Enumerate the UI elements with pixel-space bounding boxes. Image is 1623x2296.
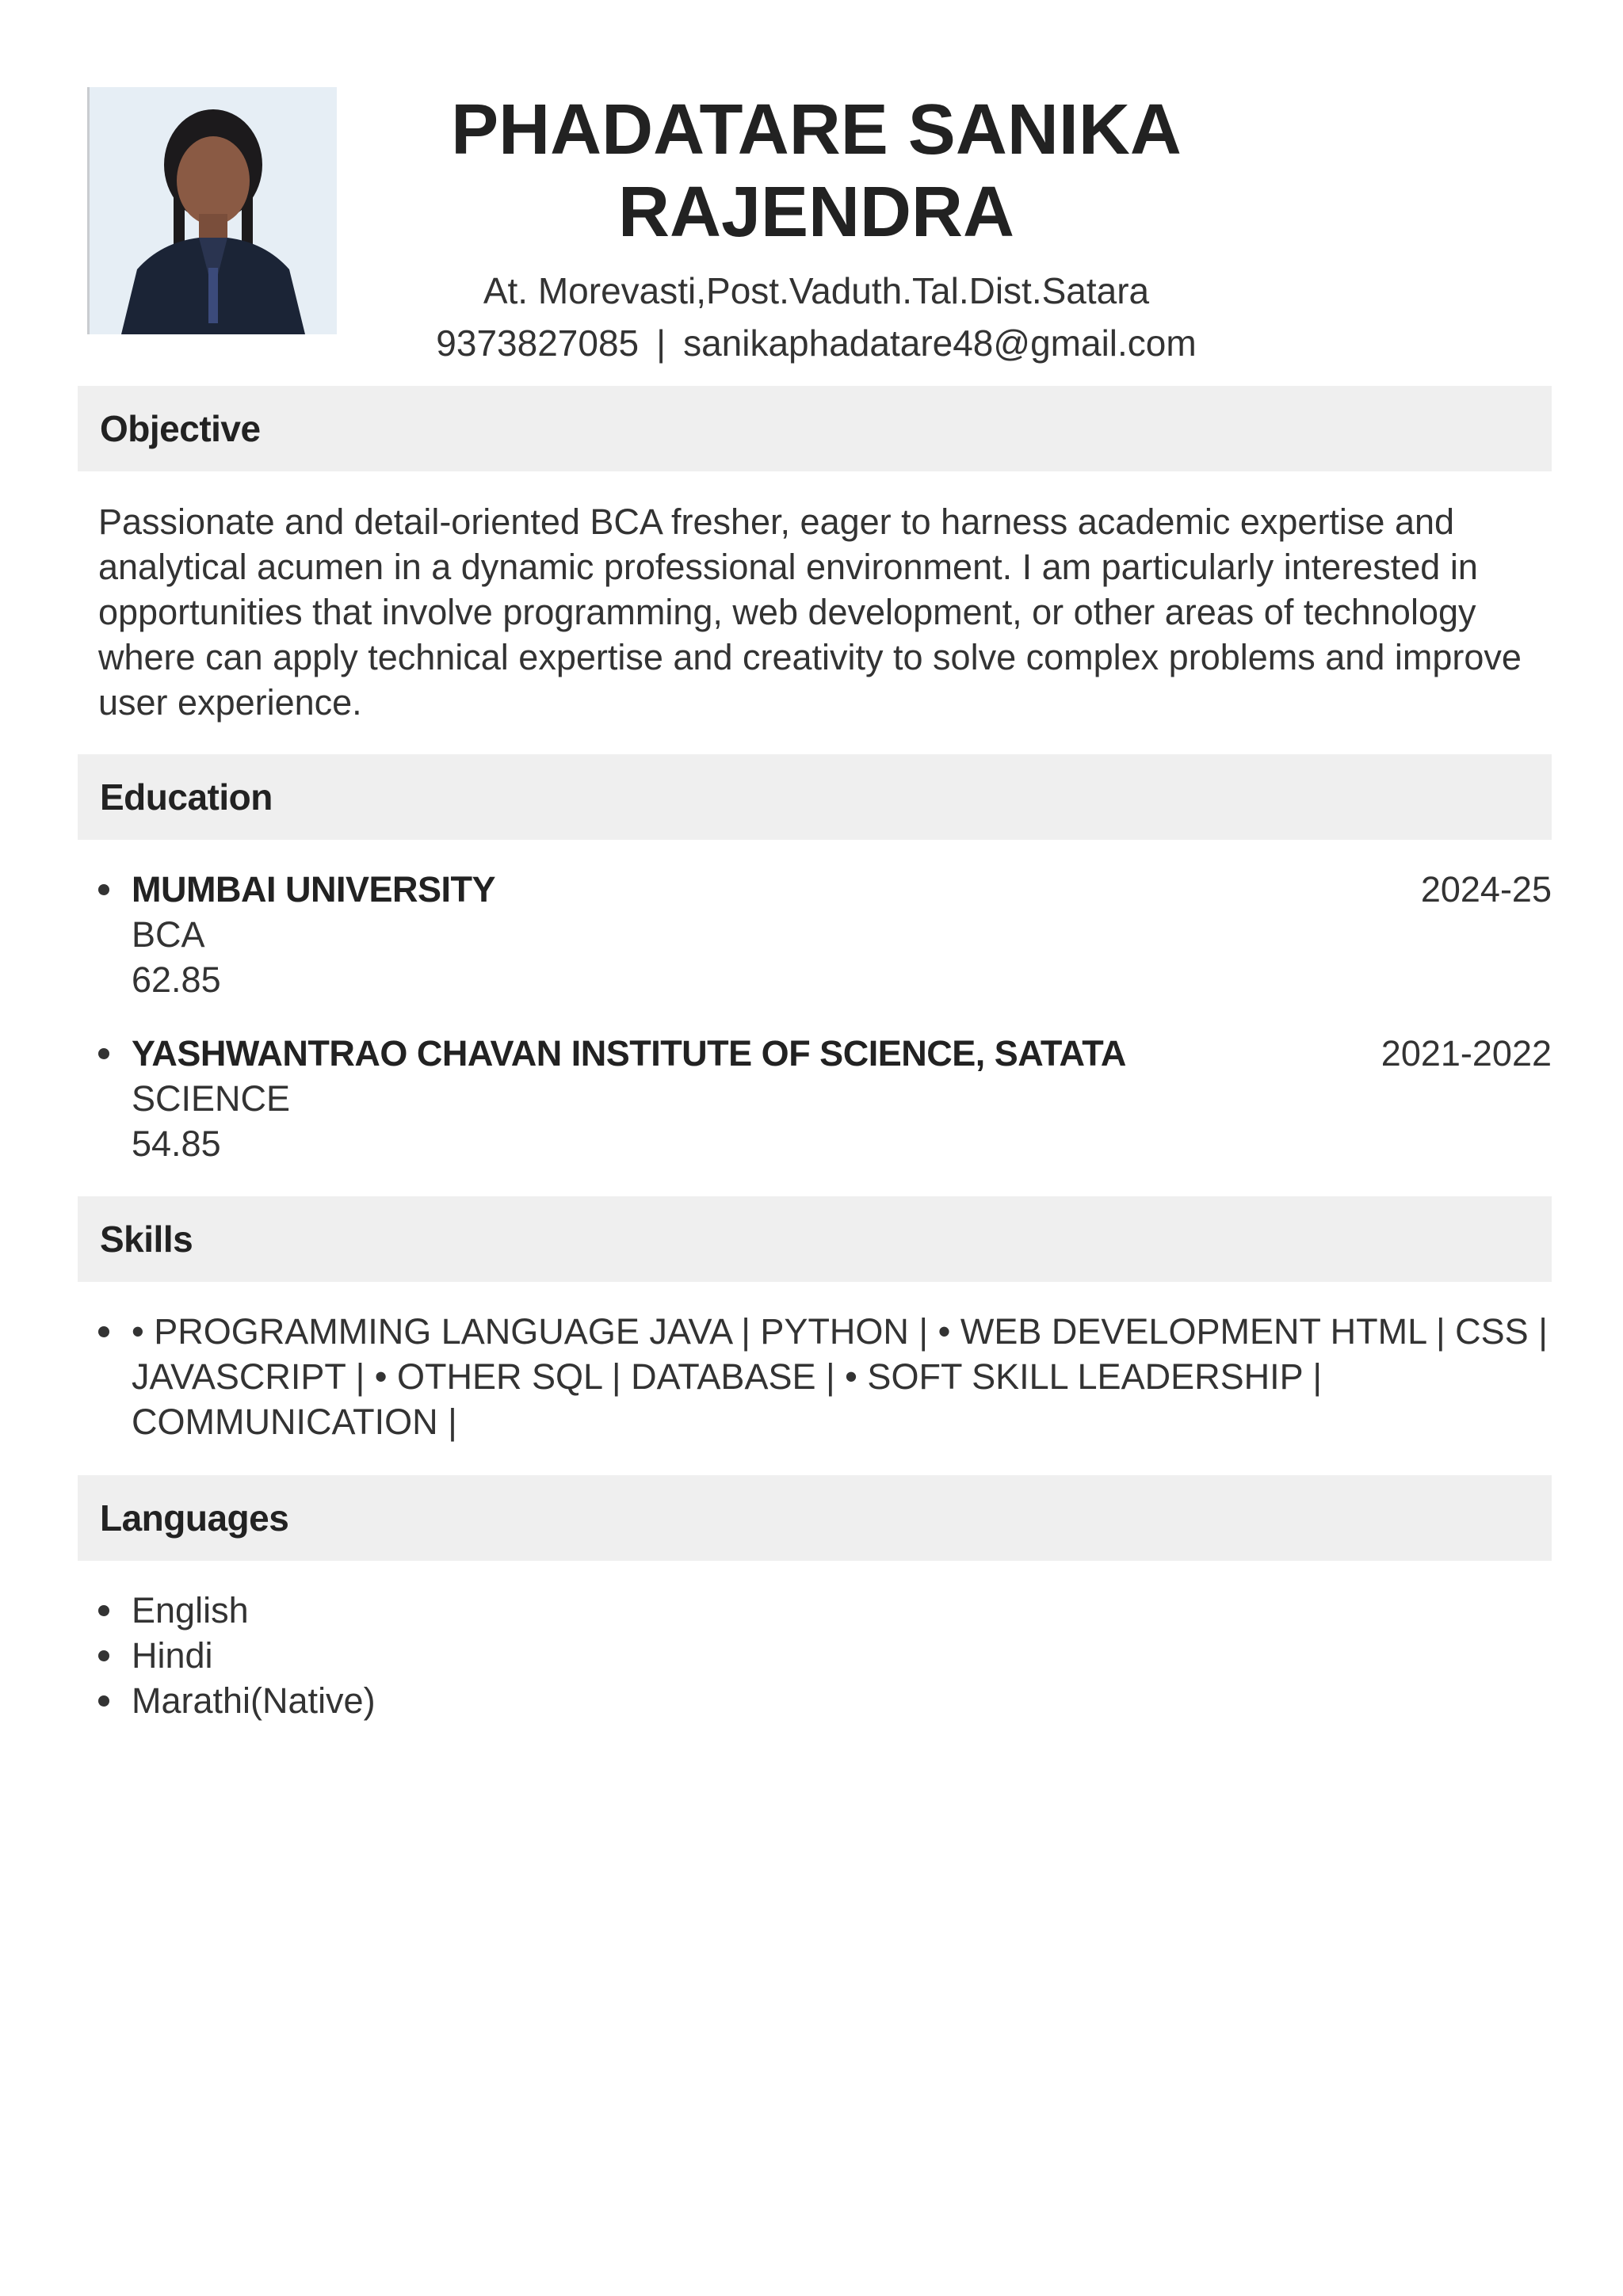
education-degree: BCA	[132, 914, 205, 955]
name-line-2: RAJENDRA	[617, 173, 1015, 252]
education-score: 62.85	[132, 959, 221, 1000]
education-section-header	[78, 754, 1552, 840]
education-score: 54.85	[132, 1123, 221, 1164]
education-year: 2021-2022	[1381, 1033, 1552, 1074]
language-item: Hindi	[98, 1633, 1552, 1678]
education-title: Education	[100, 776, 273, 818]
language-item: Marathi(Native)	[98, 1678, 1552, 1723]
languages-section-header	[78, 1475, 1552, 1561]
skills-section-header	[78, 1196, 1552, 1282]
objective-section-header	[78, 386, 1552, 471]
objective-title: Objective	[100, 408, 261, 449]
contact-line	[341, 317, 1292, 369]
profile-photo	[87, 87, 337, 334]
name-line-1: PHADATARE SANIKA	[451, 90, 1182, 170]
education-institution: YASHWANTRAO CHAVAN INSTITUTE OF SCIENCE, SATATA	[132, 1033, 1126, 1074]
email-address: sanikaphadatare48@gmail.com	[683, 322, 1197, 364]
languages-list	[98, 1588, 1552, 1723]
address: At. Morevasti,Post.Vaduth.Tal.Dist.Satara	[483, 270, 1150, 311]
skills-item: • PROGRAMMING LANGUAGE JAVA | PYTHON | • WEB DEVELOPMENT HTML | CSS | JAVASCRIPT | • OTHER SQL | DATABASE | • SOFT SKILL LEADERSHIP | COMMUNICATION |	[98, 1309, 1552, 1444]
profile-photo-image	[90, 87, 337, 334]
skills-title: Skills	[100, 1219, 193, 1260]
objective-text: Passionate and detail-oriented BCA fresher, eager to harness academic expertise and analytical acumen in a dynamic professional environment. I am particularly interested in opportunities that involve programming, web development, or other areas of technology where can apply technical expertise and creativity to solve complex problems and improve user experience.	[98, 502, 1522, 723]
education-institution: MUMBAI UNIVERSITY	[132, 869, 496, 910]
education-year: 2024-25	[1420, 869, 1552, 910]
education-list	[98, 867, 1552, 1195]
skills-list	[98, 1309, 1552, 1444]
contact-separator: |	[656, 322, 666, 364]
education-degree: SCIENCE	[132, 1078, 291, 1119]
phone-number: 9373827085	[436, 322, 640, 364]
education-item	[98, 1031, 1552, 1166]
languages-title: Languages	[100, 1497, 289, 1539]
education-item	[98, 867, 1552, 1002]
language-item: English	[98, 1588, 1552, 1633]
header	[341, 89, 1292, 369]
